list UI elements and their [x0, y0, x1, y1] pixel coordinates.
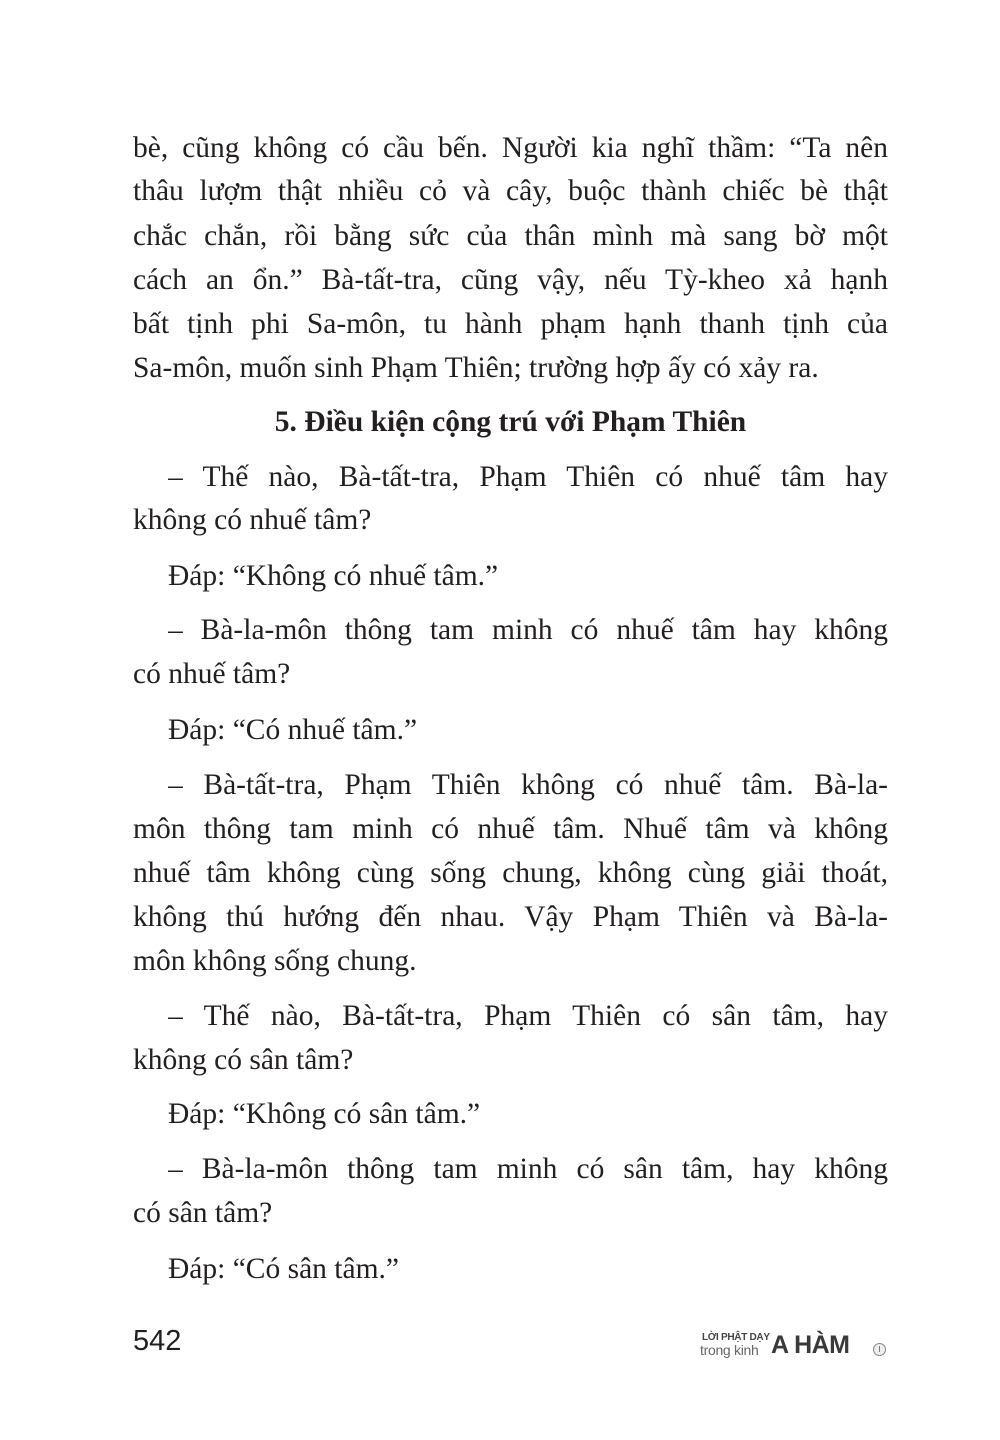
text-line: cách an ổn.” Bà-tất-tra, cũng vậy, nếu Tỳ-kheo xả hạnh: [133, 264, 888, 296]
text-line: môn không sống chung.: [133, 945, 417, 977]
text-line: nhuế tâm không cùng sống chung, không cùng giải thoát,: [133, 857, 888, 889]
logo-line2: trong kinh: [700, 1342, 759, 1358]
volume-badge: I: [873, 1343, 886, 1356]
text-line: Đáp: “Có nhuế tâm.”: [168, 714, 418, 746]
text-line: Sa-môn, muốn sinh Phạm Thiên; trường hợp ấy có xảy ra.: [133, 352, 819, 384]
text-line: – Bà-tất-tra, Phạm Thiên không có nhuế tâm. Bà-la-: [168, 769, 888, 801]
text-line: chắc chắn, rồi bằng sức của thân mình mà sang bờ một: [133, 220, 888, 252]
text-line: – Thế nào, Bà-tất-tra, Phạm Thiên có sân tâm, hay: [168, 1000, 888, 1032]
text-line: Đáp: “Có sân tâm.”: [168, 1253, 400, 1285]
text-line: thâu lượm thật nhiều cỏ và cây, buộc thành chiếc bè thật: [133, 175, 888, 207]
text-line: không có sân tâm?: [133, 1044, 354, 1076]
text-line: không thú hướng đến nhau. Vậy Phạm Thiên và Bà-la-: [133, 901, 888, 933]
text-line: bất tịnh phi Sa-môn, tu hành phạm hạnh thanh tịnh của: [133, 308, 888, 340]
text-line: Đáp: “Không có nhuế tâm.”: [168, 560, 499, 592]
text-line: – Thế nào, Bà-tất-tra, Phạm Thiên có nhuế tâm hay: [168, 461, 888, 493]
text-line: môn thông tam minh có nhuế tâm. Nhuế tâm và không: [133, 813, 888, 845]
logo-title: A HÀM: [771, 1331, 850, 1359]
text-line: không có nhuế tâm?: [133, 504, 372, 536]
text-line: – Bà-la-môn thông tam minh có nhuế tâm hay không: [168, 614, 888, 646]
text-line: bè, cũng không có cầu bến. Người kia nghĩ thầm: “Ta nên: [133, 132, 888, 164]
text-line: có nhuế tâm?: [133, 658, 291, 690]
logo-line1: LỜI PHẬT DẠY: [702, 1332, 770, 1343]
section-heading: 5. Điều kiện cộng trú với Phạm Thiên: [274, 406, 747, 438]
text-line: có sân tâm?: [133, 1197, 273, 1229]
book-logo: [700, 1328, 890, 1364]
page-number: 542: [133, 1325, 182, 1357]
text-line: Đáp: “Không có sân tâm.”: [168, 1098, 481, 1130]
text-line: – Bà-la-môn thông tam minh có sân tâm, hay không: [168, 1153, 888, 1185]
